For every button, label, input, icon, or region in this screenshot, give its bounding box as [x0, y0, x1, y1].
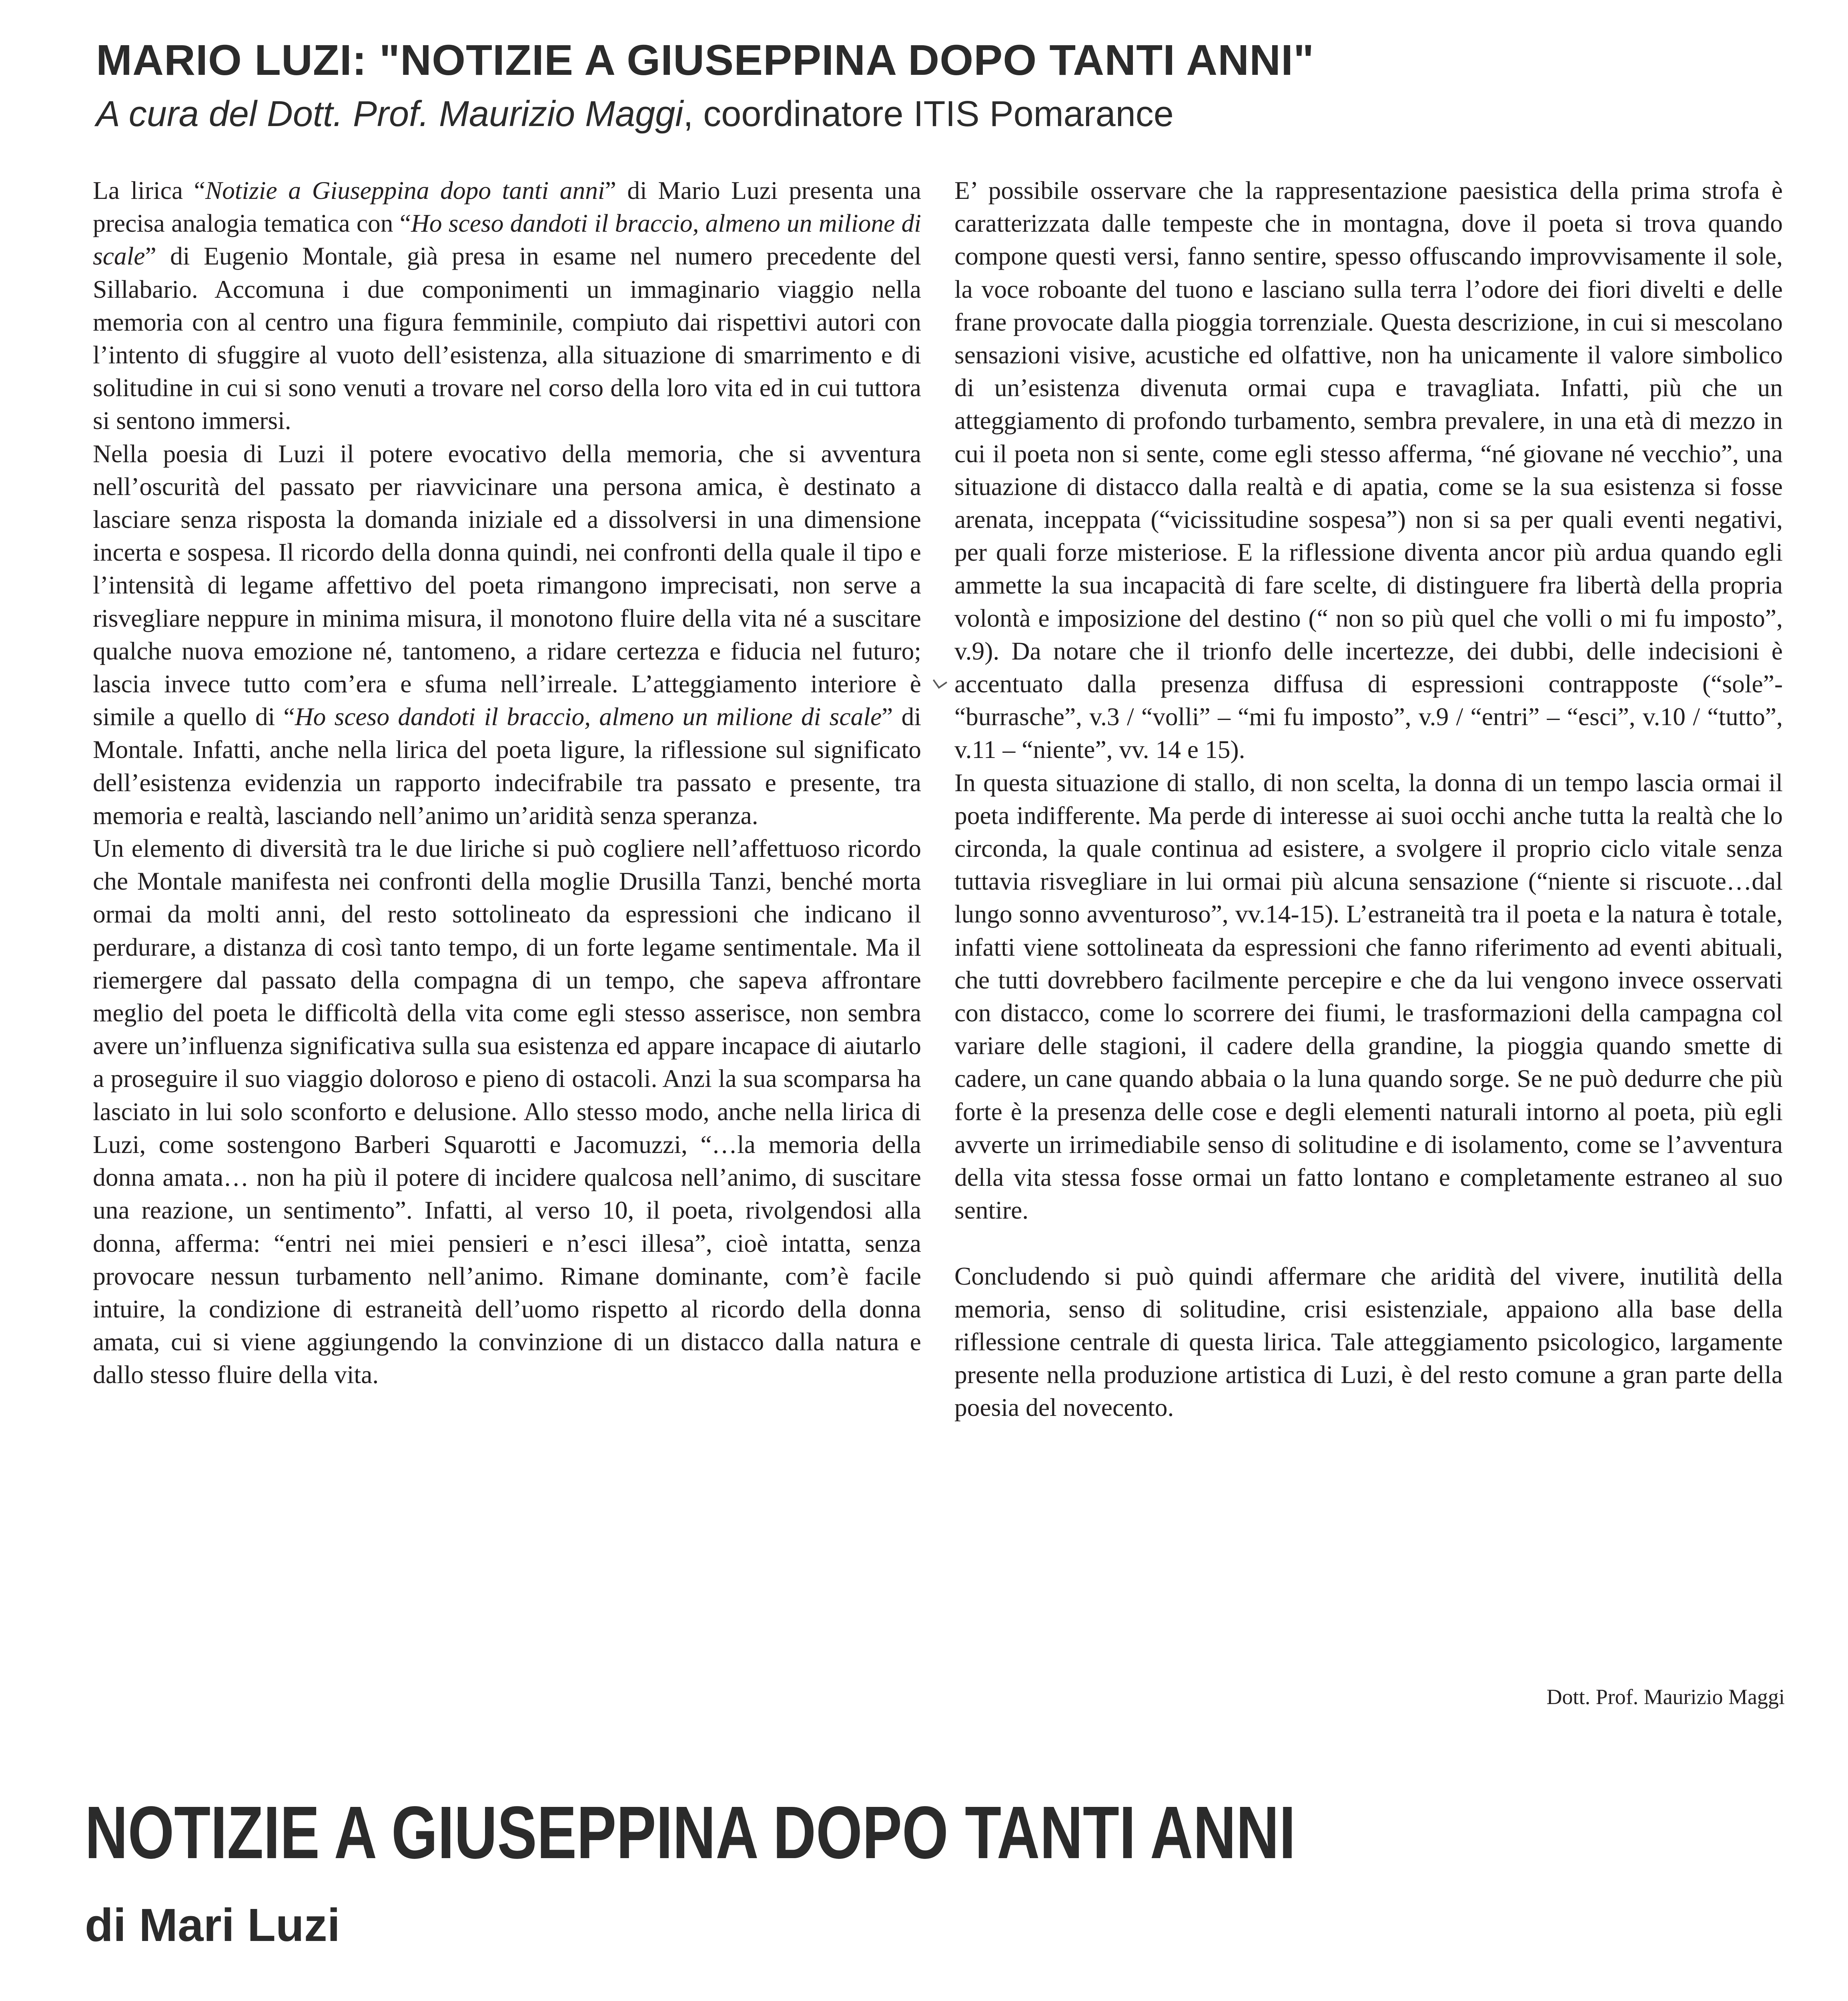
paragraph: Un elemento di diversità tra le due liriche si può cogliere nell’affettuoso ricordo che Montale manifesta nei confronti della moglie Drusilla Tanzi, benché morta ormai da molti anni, del resto sottolineato da espressioni che indicano il perdurare, a distanza di così tanto tempo, di un forte legame sentimentale. Ma il riemergere dal passato della compagna di un tempo, che sapeva affrontare meglio del poeta le difficoltà della vita come egli stesso asserisce, non sembra avere un’influenza significativa sulla sua esistenza ed appare incapace di aiutarlo a proseguire il suo viaggio doloroso e pieno di ostacoli. Anzi la sua scomparsa ha lasciato in lui solo sconforto e delusione. Allo stesso modo, anche nella lirica di Luzi, come sostengono Barberi Squarotti e Jacomuzzi, “…la memoria della donna amata… non ha più il potere di incidere qualcosa nell’animo, di suscitare una reazione, un sentimento”. Infatti, al verso 10, il poeta, rivolgendosi alla donna, afferma: “entri nei miei pensieri e n’esci illesa”, cioè intatta, senza provocare nessun turbamento nell’animo. Rimane dominante, com’è facile intuire, la condizione di estraneità dell’uomo rispetto al ricordo della donna amata, cui si viene aggiungendo la convinzione di un distacco dalla natura e dallo stesso fluire della vita. — [93, 834, 921, 1389]
italic-title: Ho sceso dandoti il braccio, almeno un milione di scale — [93, 209, 921, 271]
text-run: La lirica “ — [93, 176, 205, 205]
article-title: MARIO LUZI: "NOTIZIE A GIUSEPPINA DOPO TANTI ANNI" — [96, 36, 1315, 84]
paragraph: Concludendo si può quindi affermare che aridità del vivere, inutilità della memoria, senso di solitudine, crisi esistenziale, appaiono alla base della riflessione centrale di questa lirica. Tale atteggiamento psicologico, largamente presente nella produzione artistica di Luzi, è del resto comune a gran parte della poesia del novecento. — [954, 1261, 1783, 1422]
paragraph — [93, 437, 921, 832]
signature: Dott. Prof. Maurizio Maggi — [1546, 1685, 1785, 1709]
article-column-left — [93, 174, 921, 1391]
italic-title: Ho sceso dandoti il braccio, almeno un milione di scale — [295, 702, 882, 731]
paragraph: In questa situazione di stallo, di non scelta, la donna di un tempo lascia ormai il poeta indifferente. Ma perde di interesse ai suoi occhi anche tutta la realtà che lo circonda, la quale continua ad esistere, a svolgere il proprio ciclo vitale senza tuttavia risvegliare in lui ormai più alcuna sensazione (“niente si riscuote…dal lungo sonno avventuroso”, vv.14-15). L’estraneità tra il poeta e la natura è totale, infatti viene sottolineata da espressioni che fanno riferimento ad eventi abituali, che tutti dovrebbero facilmente percepire e che da lui vengono invece osservati con distacco, come lo scorrere dei fiumi, le trasformazioni della campagna col variare delle stagioni, il cadere della grandine, la pioggia quando smette di cadere, un cane quando abbaia o la luna quando sorge. Se ne può dedurre che più forte è la presenza delle cose e degli elementi naturali intorno al poeta, più egli avverte un irrimediabile senso di solitudine e di isolamento, come se l’avventura della vita stessa fosse ormai un fatto lontano e completamente estraneo al suo sentire. — [954, 768, 1783, 1225]
paragraph — [93, 174, 921, 437]
curator-name: A cura del Dott. Prof. Maurizio Maggi — [96, 94, 683, 134]
text-run: ” di Eugenio Montale, già presa in esame nel numero precedente del Sillabario. Accomuna i due componimenti un immaginario viaggio nella memoria con al centro una figura femminile, compiuto dai rispettivi autori con l’intento di sfuggire al vuoto dell’esistenza, alla situazione di smarrimento e di solitudine in cui si sono venuti a trovare nel corso della loro vita ed in cui tuttora si sentono immersi. — [93, 242, 921, 435]
article-subtitle — [96, 90, 1777, 138]
section-subtitle: di Mari Luzi — [85, 1899, 340, 1951]
text-run: Nella poesia di Luzi il potere evocativo della memoria, che si avventura nell’oscurità del passato per riavvicinare una persona amica, è destinato a lasciare senza risposta la domanda iniziale ed a dissolversi in una dimensione incerta e sospesa. Il ricordo della donna quindi, nei confronti della quale il tipo e l’intensità di legame affettivo del poeta rimangono imprecisati, non serve a risvegliare neppure in minima misura, il monotono fluire della vita né a suscitare qualche nuova emozione né, tantomeno, a ridare certezza e fiducia nel futuro; lascia invece tutto com’era e sfuma nell’irreale. L’atteggiamento interiore è simile a quello di “ — [93, 439, 921, 731]
article-column-right — [954, 174, 1783, 1424]
text-run: ” di Montale. Infatti, anche nella lirica del poeta ligure, la riflessione sul significato dell’esistenza evidenzia un rapporto indecifrabile tra passato e presente, tra memoria e realtà, lasciando nell’animo un’aridità senza speranza. — [93, 702, 921, 830]
text-run: ” di Mario Luzi presenta una precisa analogia tematica con “ — [93, 176, 921, 238]
curator-role: , coordinatore ITIS Pomarance — [683, 94, 1174, 134]
italic-title: Notizie a Giuseppina dopo tanti anni — [205, 176, 605, 205]
paragraph: E’ possibile osservare che la rappresentazione paesistica della prima strofa è caratterizzata dalle tempeste che in montagna, dove il poeta si trova quando compone questi versi, fanno sentire, spesso offuscando improvvisamente il sole, la voce roboante del tuono e lasciano sulla terra l’odore dei fiori divelti e delle frane provocate dalla pioggia torrenziale. Questa descrizione, in cui si mescolano sensazioni visive, acustiche ed olfattive, non ha unicamente il valore simbolico di un’esistenza divenuta ormai cupa e travagliata. Infatti, più che un atteggiamento di profondo turbamento, sembra prevalere, in una età di mezzo in cui il poeta non si sente, come egli stesso afferma, “né giovane né vecchio”, una situazione di distacco dalla realtà e di apatia, come se la sua esistenza si fosse arenata, inceppata (“vicissitudine sospesa”) non si sa per quali eventi negativi, per quali forze misteriose. E la riflessione diventa ancor più ardua quando egli ammette la sua incapacità di fare scelte, di distinguere fra libertà della propria volontà e imposizione del destino (“ non so più quel che volli o mi fu imposto”, v.9). Da notare che il trionfo delle incertezze, dei dubbi, delle indecisioni è accentuato dalla presenza diffusa di espressioni contrapposte (“sole”- “burrasche”, v.3 / “volli” – “mi fu imposto”, v.9 / “entri” – “esci”, v.10 / “tutto”, v.11 – “niente”, vv. 14 e 15). — [954, 176, 1783, 764]
pen-mark-icon — [933, 674, 947, 689]
section-title: NOTIZIE A GIUSEPPINA DOPO TANTI ANNI — [85, 1791, 1296, 1874]
